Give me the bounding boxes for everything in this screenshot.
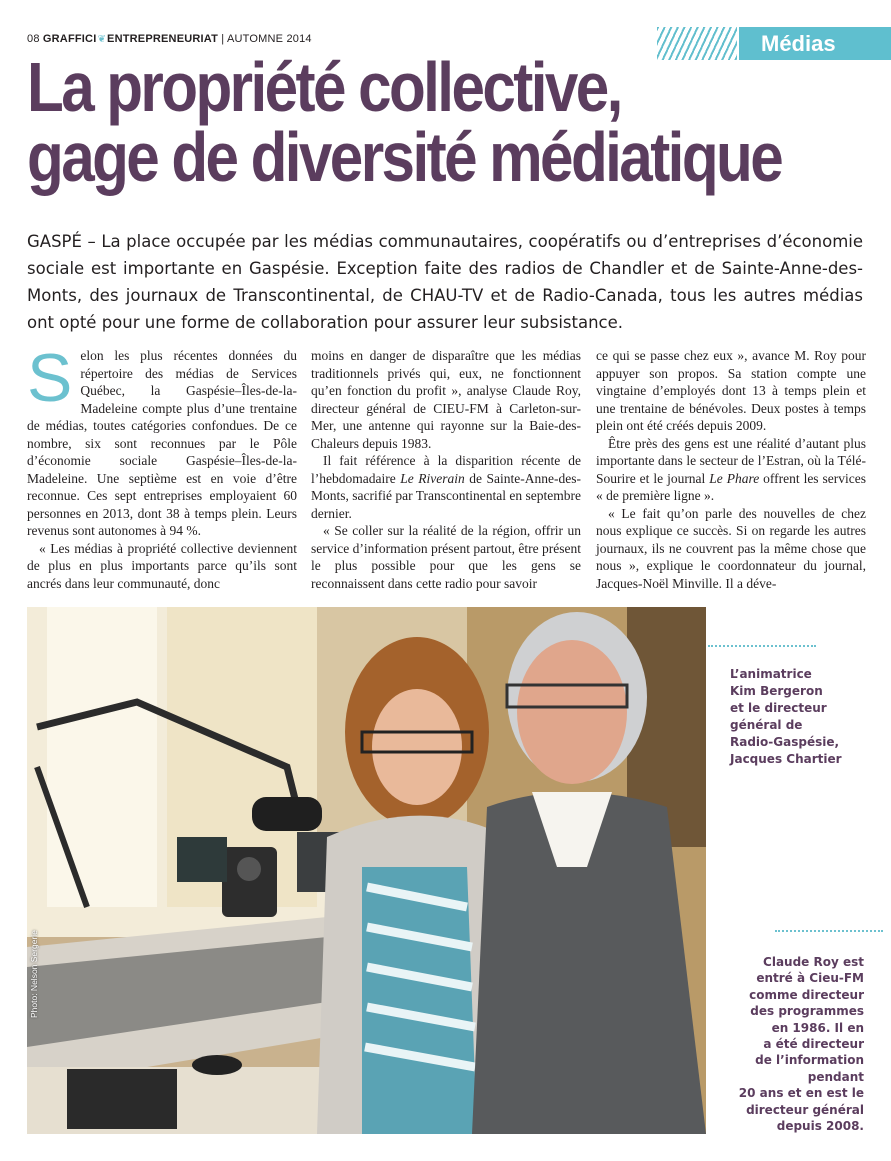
caption-line: des programmes (750, 1004, 864, 1019)
page-folio (27, 33, 312, 45)
paragraph: « Le fait qu’on parle des nouvelles de chez nous explique ce succès. Si on regarde les autres journaux, ils ne couvrent pas la même chose que nous », explique le coordonnateur du journal, Jacques-Noël Minville. Il a déve- (596, 505, 866, 591)
caption-line: général de (730, 718, 803, 732)
caption-line: et le directeur (730, 701, 827, 715)
caption-line: depuis 2008. (776, 1119, 864, 1134)
article-lede: GASPÉ – La place occupée par les médias communautaires, coopératifs ou d’entreprises d’économie sociale est importante en Gaspésie. Exception faite des radios de Chandler et de Sainte-Anne-des-Monts, des journaux de Transcontinental, de CHAU-TV et de Radio-Canada, tous les autres médias ont opté pour une forme de collaboration pour assurer leur subsistance. (27, 232, 863, 332)
radio-studio-photo (27, 607, 706, 1134)
paragraph (311, 452, 581, 522)
article-title (27, 48, 782, 196)
caption-line: 20 ans et en est le (738, 1086, 864, 1101)
paragraph: « Les médias à propriété collective deviennent de plus en plus importants parce qu’ils sont ancrés dans leur communauté, donc (27, 540, 297, 591)
caption-2 (704, 954, 864, 1134)
publication-name: Le Riverain (400, 470, 465, 486)
caption-line: Jacques Chartier (730, 752, 842, 766)
title-line-1: La propriété collective, (27, 48, 621, 126)
paragraph: moins en danger de disparaître que les médias traditionnels privés qui, eux, ne fonctionnent qu’en fonction du profit », analyse Claude Roy, directeur général de CIEU-FM à Carleton-sur-Mer, une antenne qui rayonne sur la Baie-des-Chaleurs depuis 1983. (311, 348, 581, 451)
caption-line: directeur général (746, 1102, 864, 1117)
caption-line: L’animatrice (730, 667, 812, 681)
photo-illustration (27, 607, 706, 1134)
paragraph: ce qui se passe chez eux », avance M. Roy pour appuyer son propos. Sa station compte une vingtaine d’employés dont 13 à temps plein et une trentaine de bénévoles. Deux postes à temps plein ont été créés depuis 2009. (596, 348, 866, 433)
paragraph-text: Être près des gens est une réalité d’autant plus importante dans le secteur de l’Estran, où la Télé-Sourire et le journal (596, 435, 866, 486)
caption-line: Kim Bergeron (730, 684, 823, 698)
body-column-1 (27, 340, 297, 592)
section-name: ENTREPRENEURIAT (107, 33, 219, 45)
magazine-name: GRAFFICI (42, 33, 97, 45)
caption-divider (775, 930, 883, 932)
paragraph: « Se coller sur la réalité de la région, offrir un service d’information présent partout, être présent le plus possible pour que les gens se reconnaissent dans cette radio pour savoir (311, 523, 581, 591)
body-column-3 (596, 347, 866, 592)
caption-line: pendant (807, 1069, 864, 1084)
drop-cap: S (27, 340, 73, 416)
leaf-icon: ❦ (97, 34, 107, 45)
paragraph-text: Il fait référence à la disparition récente de l’hebdomadaire (311, 453, 581, 486)
caption-line: Radio-Gaspésie, (730, 735, 840, 749)
caption-line: en 1986. Il en (771, 1020, 864, 1035)
caption-divider (708, 645, 816, 647)
photo-credit: Photo: Nelson Sergerie (29, 930, 39, 1018)
page-number: 08 (27, 33, 40, 45)
paragraph-text: de Sainte-Anne-des-Monts, sacrifié par Transcontinental en septembre dernier. (311, 470, 581, 521)
title-line-2: gage de diversité médiatique (27, 118, 782, 196)
section-tab-label: Médias (739, 27, 891, 60)
paragraph-text: elon les plus récentes données du répertoire des médias de Services Québec, la Gaspésie–Îles-de-la-Madeleine compte plus d’une trentaine de médias, toutes catégories confondues. De ce nombre, six sont reconnues par le Pôle d’économie sociale Gaspésie–Îles-de-la-Madeleine. Une septième est en voie d’être reconnue. Ces sept entreprises employaient 60 personnes en 2013, dont 38 à temps plein. Leurs revenus sont autonomes à 94 %. (27, 348, 297, 538)
caption-line: entré à Cieu-FM (756, 971, 864, 986)
paragraph-text: offrent les services « de première ligne ». (596, 470, 866, 503)
body-column-2 (311, 347, 581, 592)
caption-line: de l’information (755, 1053, 864, 1068)
caption-line: comme directeur (749, 987, 864, 1002)
caption-1 (730, 666, 880, 768)
caption-line: a été directeur (763, 1037, 864, 1052)
paragraph (27, 340, 297, 540)
paragraph (596, 435, 866, 505)
publication-name: Le Phare (709, 470, 760, 486)
issue-label: | AUTOMNE 2014 (221, 33, 312, 45)
caption-line: Claude Roy est (763, 955, 864, 969)
